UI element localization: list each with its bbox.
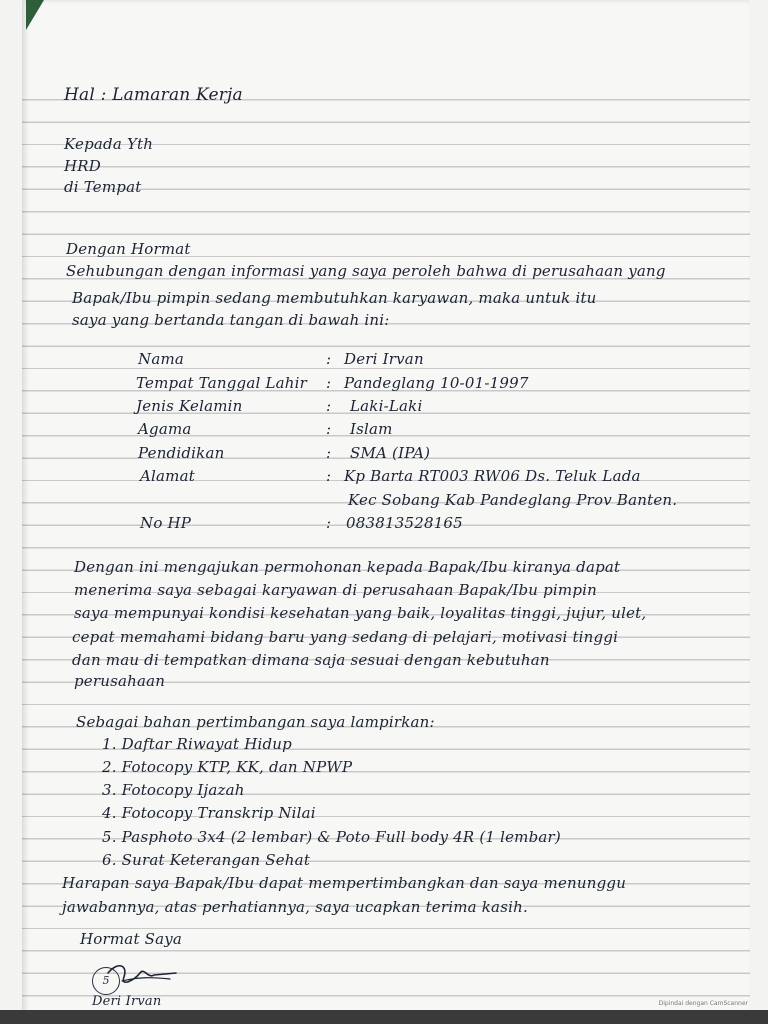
field-value-agama: Islam [350,420,393,438]
attachment-item: 1. Daftar Riwayat Hidup [102,735,292,753]
green-corner-mark [26,0,44,30]
body-line-5: dan mau di tempatkan dimana saja sesuai dengan kebutuhan [72,651,550,669]
field-colon: : [326,420,332,438]
recipient-line-3: di Tempat [64,178,142,196]
field-value-nama: Deri Irvan [344,350,424,368]
body-line-6: perusahaan [74,672,166,690]
recipient-line-2: HRD [64,157,102,175]
closing-line-2: jawabannya, atas perhatiannya, saya ucapkan terima kasih. [62,898,528,916]
field-value-jenis-kelamin: Laki-Laki [350,397,423,415]
body-line-2: menerima saya sebagai karyawan di perusahaan Bapak/Ibu pimpin [74,581,598,599]
intro-line-2: Bapak/Ibu pimpin sedang membutuhkan karyawan, maka untuk itu [72,289,597,307]
field-value-no-hp: 083813528165 [346,514,463,532]
field-colon: : [326,514,332,532]
attachment-item: 4. Fotocopy Transkrip Nilai [102,804,316,822]
field-colon: : [326,350,332,368]
field-value-alamat: Kp Barta RT003 RW06 Ds. Teluk Lada [344,467,641,485]
greeting: Dengan Hormat [66,240,191,258]
attachment-item: 5. Pasphoto 3x4 (2 lembar) & Poto Full body 4R (1 lembar) [102,828,561,846]
field-label-jenis-kelamin: Jenis Kelamin [136,397,243,415]
intro-line-3: saya yang bertanda tangan di bawah ini: [72,311,390,329]
handwritten-signature [88,955,188,995]
closing-line-1: Harapan saya Bapak/Ibu dapat mempertimbangkan dan saya menunggu [62,874,627,892]
field-value-pendidikan: SMA (IPA) [350,444,431,462]
attachment-item: 6. Surat Keterangan Sehat [102,851,311,869]
attachment-item: 2. Fotocopy KTP, KK, dan NPWP [102,758,353,776]
scan-bottom-edge [0,1010,768,1024]
field-label-nama: Nama [138,350,185,368]
field-colon: : [326,397,332,415]
field-label-agama: Agama [138,420,192,438]
recipient-line-1: Kepada Yth [64,135,154,153]
body-line-4: cepat memahami bidang baru yang sedang di pelajari, motivasi tinggi [72,628,619,646]
field-label-pendidikan: Pendidikan [138,444,225,462]
field-label-alamat: Alamat [140,467,195,485]
field-colon: : [326,444,332,462]
body-line-1: Dengan ini mengajukan permohonan kepada Bapak/Ibu kiranya dapat [74,558,621,576]
field-label-no-hp: No HP [140,514,192,532]
scanner-watermark: Dipindai dengan CamScanner [658,1000,748,1007]
stamp-number-circle: 5 [92,967,120,995]
intro-line-1: Sehubungan dengan informasi yang saya peroleh bahwa di perusahaan yang [66,262,666,280]
attachment-item: 3. Fotocopy Ijazah [102,781,245,799]
field-value-alamat-line-2: Kec Sobang Kab Pandeglang Prov Banten. [348,491,678,509]
attachments-intro: Sebagai bahan pertimbangan saya lampirkan: [76,713,435,731]
field-colon: : [326,374,332,392]
lined-paper [22,0,750,1024]
field-label-ttl: Tempat Tanggal Lahir [136,374,307,392]
sign-off: Hormat Saya [80,930,183,948]
body-line-3: saya mempunyai kondisi kesehatan yang baik, loyalitas tinggi, jujur, ulet, [74,604,647,622]
field-colon: : [326,467,332,485]
signer-name: Deri Irvan [92,994,162,1009]
field-value-ttl: Pandeglang 10-01-1997 [344,374,529,392]
subject-line: Hal : Lamaran Kerja [64,85,243,105]
